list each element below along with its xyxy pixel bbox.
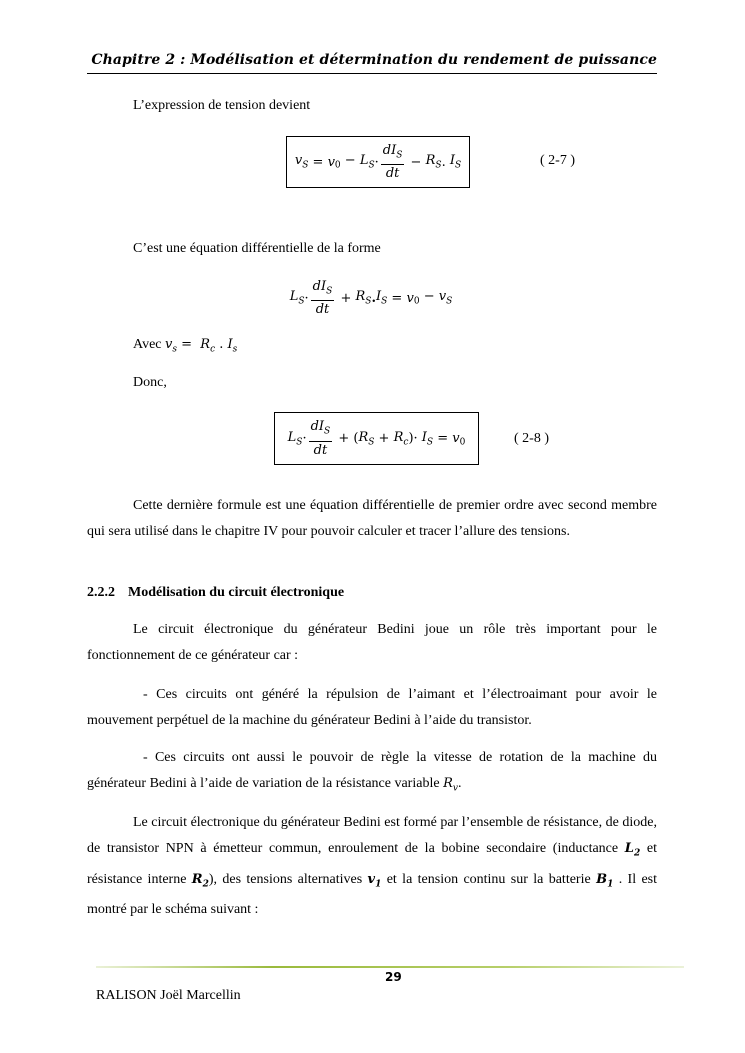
- section-title: Modélisation du circuit électronique: [128, 585, 345, 600]
- paragraph-donc: Donc,: [133, 375, 167, 390]
- paragraph-composition: Le circuit électronique du générateur Bedini est formé par l’ensemble de résistance, de diode, de transistor NPN à émetteur commun, enroulement de la bobine secondaire (inductance $L_2$ et résistance interne $R_2$), des tensions alternatives $v_1$ et la tension continu sur la batterie $B_1$ . Il est montré par le schéma suivant :: [87, 815, 658, 918]
- bullet-speed: - Ces circuits ont aussi le pouvoir de règle la vitesse de rotation de la machine du générateur Bedini à l’aide de variation de la résistance variable $R_v$.: [87, 750, 657, 794]
- bullet-speed-text: - Ces circuits ont aussi le pouvoir de règle la vitesse de rotation de la machine du générateur Bedini à l’aide de variation de la résistance variable: [87, 750, 657, 791]
- equation-number-2-7: ( 2-7 ): [540, 153, 575, 168]
- bullet-repulsion: - Ces circuits ont généré la répulsion de l’aimant et l’électroaimant pour avoir le mouvement perpétuel de la machine du générateur Bedini à l’aide du transistor.: [87, 687, 657, 728]
- running-header: Chapitre 2 : Modélisation et détermination du rendement de puissance: [91, 52, 657, 68]
- page-number: 29: [385, 970, 402, 984]
- paragraph-avec: Avec $v_s = R_c$ . $I_s$: [133, 337, 238, 355]
- equation-number-2-8: ( 2-8 ): [514, 431, 549, 446]
- paragraph-conclusion: Cette dernière formule est une équation différentielle de premier ordre avec second membre qui sera utilisé dans le chapitre IV pour pouvoir calculer et tracer l’allure des tensions.: [87, 498, 657, 539]
- equation-2-8: $L_S$ · $\frac{dI_S}{dt}$ + ( $R_S$ + $R_c$ )· $I_S$ = v $_0$: [274, 412, 479, 465]
- equation-form: $L_S$ · $\frac{dI_S}{dt}$ + $R_S$ . $I_S$ = v $_0$ − $v_S$: [289, 278, 453, 318]
- paragraph-form: C’est une équation différentielle de la forme: [133, 241, 381, 256]
- footer-rule: [96, 966, 684, 968]
- equation-2-7: $v_S$ = v $_0$ − $L_S$ · $\frac{dI_S}{dt}$ − $R_S$ . $I_S$: [286, 136, 470, 188]
- paragraph-circuit-role: Le circuit électronique du générateur Bedini joue un rôle très important pour le fonctionnement de ce générateur car :: [87, 622, 657, 663]
- paragraph-intro: L’expression de tension devient: [133, 98, 311, 113]
- header-rule: [87, 73, 657, 74]
- avec-label: Avec: [133, 337, 162, 352]
- footer-author: RALISON Joël Marcellin: [96, 988, 241, 1003]
- section-number: 2.2.2: [87, 585, 115, 600]
- section-heading: [87, 585, 344, 601]
